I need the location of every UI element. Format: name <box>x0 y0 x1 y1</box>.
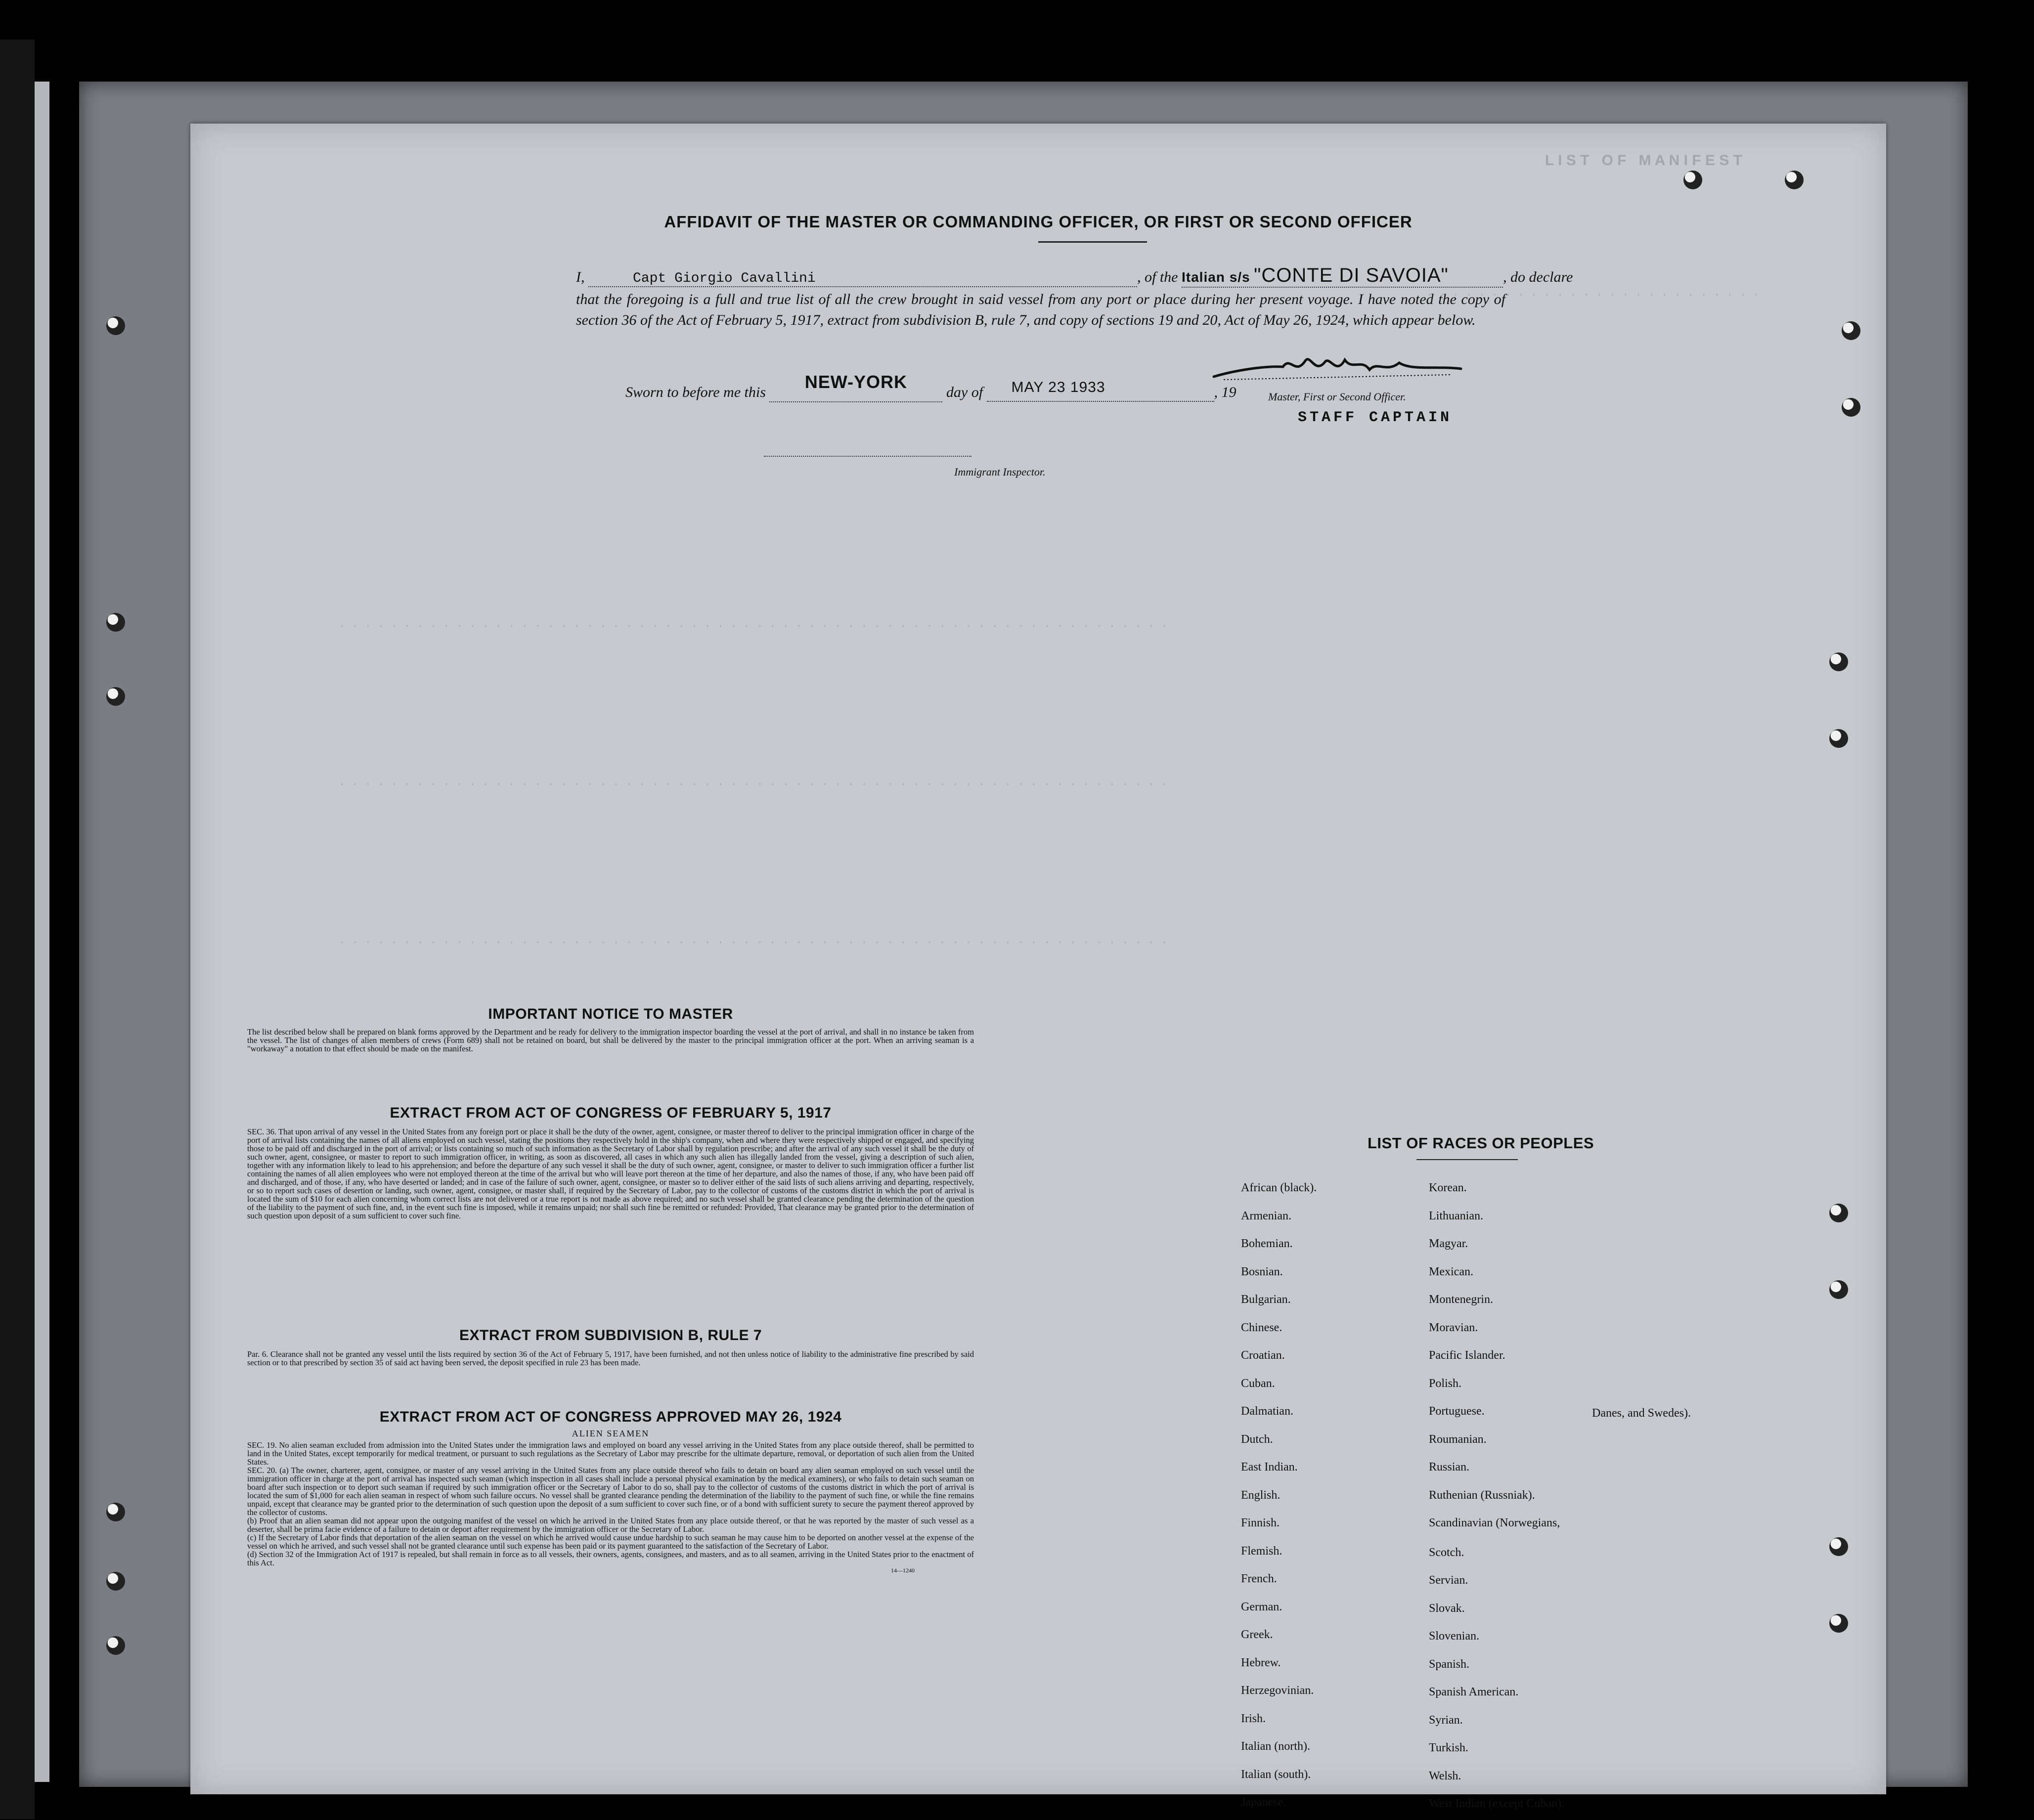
race-item: Herzegovinian. <box>1241 1684 1314 1697</box>
bleed-through-text: . . . . . . . . . . . . . . . . . . . . . . . . . . . . . . . . . . . . . . . . . . . . . . . . . . . . . . . . . . . . . . . . <box>339 618 1168 630</box>
punch-hole <box>1829 652 1848 671</box>
race-item: Italian (south). <box>1241 1768 1311 1781</box>
title-rule <box>1038 241 1147 243</box>
sworn-place: NEW-YORK <box>804 372 907 392</box>
race-item: Montenegrin. <box>1429 1293 1493 1306</box>
punch-hole <box>106 316 125 335</box>
race-item: English. <box>1241 1488 1281 1502</box>
race-item: Hebrew. <box>1241 1656 1281 1669</box>
extract-1917-title: EXTRACT FROM ACT OF CONGRESS OF FEBRUARY 5, 1917 <box>390 1105 832 1121</box>
race-item: Spanish American. <box>1429 1686 1519 1698</box>
punch-hole <box>1785 171 1804 189</box>
race-item: Dutch. <box>1241 1432 1273 1446</box>
bleed-through-text: . . . . . . . . . . . . . . . . . . . . . . . . . . <box>1426 287 1760 299</box>
race-item: Dalmatian. <box>1241 1405 1293 1418</box>
race-item: Korean. <box>1429 1181 1467 1194</box>
affidavit-declaration: that the foregoing is a full and true list of all the crew brought in said vessel from any port or place during her present voyage. I have noted the copy of section 36 of the Act of February 5, 1917, extract from subdivision B, rule 7, and copy of sections 19 and 20, Act of May 26, 1924, which appear below. <box>576 291 1505 328</box>
vessel-name: "CONTE DI SAVOIA" <box>1254 264 1449 286</box>
affidavit-page <box>190 124 1886 1810</box>
do-declare-label: , do declare <box>1503 269 1573 285</box>
extract-rule7-text: Par. 6. Clearance shall not be granted any vessel until the lists required by section 36 of the Act of February 5, 1917, have been furnished, and not then unless notice of liability to the administrative fine prescribed by said section or to that prescribed by section 35 of said act having been served, the deposit specified in rule 23 has been made. <box>247 1349 974 1367</box>
section-19-text: SEC. 19. No alien seaman excluded from admission into the United States under the immigration laws and employed on board any vessel arriving in the United States from any place outside thereof, shall be permitted to land in the United States, except temporarily for medical treatment, or pursuant to such regulations as the Secretary of Labor may prescribe for the ultimate departure, removal, or deportation of such alien from the United States. <box>247 1440 974 1467</box>
race-item: Scandinavian (Norwegians, <box>1429 1517 1560 1529</box>
punch-hole <box>1842 321 1860 340</box>
sworn-line <box>625 372 1237 402</box>
race-item: Ruthenian (Russniak). <box>1429 1488 1535 1502</box>
race-item: Flemish. <box>1241 1544 1282 1558</box>
sworn-date: MAY 23 1933 <box>1011 379 1105 395</box>
extract-1917-text: SEC. 36. That upon arrival of any vessel in the United States from any foreign port or place it shall be the duty of the owner, agent, consignee, or master thereof to deliver to the principal immigration officer in charge of the port of arrival lists containing the names of all aliens employed on such vessel, stating the positions they respectively hold in the ship's company, when and where they were respectively shipped or engaged, and specifying those to be paid off and discharged in the port of arrival; or lists containing so much of such information as the Secretary of Labor shall by regulation prescribe; and after the arrival of any such vessel it shall be the duty of such owner, agent, consignee, or master to report to such immigration officer, in writing, as soon as discovered, all cases in which any such alien has illegally landed from the vessel, giving a description of such alien, together with any information likely to lead to his apprehension; and before the departure of any such vessel it shall be the duty of such owner, agent, consignee, or master to deliver to such immigration officer a further list containing the names of all alien employees who were not employed thereon at the time of the arrival but who will leave port thereon at the time of her departure, and also the names of those, if any, who have been paid off and discharged, and of those, if any, who have deserted or landed; and in case of the failure of such owner, agent, consignee, or master so to deliver either of the said lists of such aliens arriving and departing, respectively, or so to report such cases of desertion or landing, such owner, agent, consignee, or master shall, if required by the Secretary of Labor, pay to the collector of customs of the customs district in which the port of arrival is located the sum of $10 for each alien concerning whom correct lists are not delivered or a true report is not made as above required; and no such vessel shall be granted clearance pending the determination of the question of the liability to the payment of such fine, and, in the event such fine is imposed, while it remains unpaid; nor shall such fine be remitted or refunded: Provided, That clearance may be granted prior to the determination of such question upon deposit of a sum sufficient to cover such fine. <box>247 1127 974 1220</box>
form-number: 14—1240 <box>891 1567 915 1574</box>
notice-to-master <box>247 1006 974 1053</box>
race-item: Chinese. <box>1241 1321 1282 1334</box>
master-signature <box>1204 351 1481 386</box>
race-item: Irish. <box>1241 1712 1266 1725</box>
race-item: Bosnian. <box>1241 1265 1283 1278</box>
year-label: , 19 <box>1214 384 1237 400</box>
notice-title: IMPORTANT NOTICE TO MASTER <box>488 1006 733 1022</box>
punch-hole <box>106 1503 125 1521</box>
alien-seamen-subtitle: ALIEN SEAMEN <box>572 1429 650 1438</box>
races-title-rule <box>1416 1159 1518 1160</box>
master-name: Capt Giorgio Cavallini <box>633 271 816 286</box>
race-item: West Indian (except Cuban). <box>1429 1797 1564 1810</box>
i-label: I, <box>576 269 585 285</box>
race-item: Finnish. <box>1241 1517 1280 1529</box>
section-20c-text: (c) If the Secretary of Labor finds that deportation of the alien seaman on the vessel on which he arrived would cause undue hardship to such seaman he may cause him to be deported on another vessel at the expense of the vessel on which he arrived, and such vessel shall not be granted clearance until such expense has been paid or its payment guaranteed to the satisfaction of the Secretary of Labor. <box>247 1533 974 1551</box>
race-item: Slovak. <box>1429 1602 1465 1615</box>
signature-caption: Master, First or Second Officer. <box>1268 390 1406 403</box>
races-list-title: LIST OF RACES OR PEOPLES <box>1367 1134 1594 1152</box>
extract-1924-title: EXTRACT FROM ACT OF CONGRESS APPROVED MAY 26, 1924 <box>379 1409 842 1425</box>
punch-hole <box>106 687 125 706</box>
inspector-caption: Immigrant Inspector. <box>954 466 1046 478</box>
punch-hole <box>106 613 125 632</box>
race-item: Turkish. <box>1429 1741 1468 1754</box>
binding-strip <box>35 82 49 1782</box>
race-item: Greek. <box>1241 1628 1273 1641</box>
race-item-scandinavian-cont: Danes, and Swedes). <box>1592 1407 1691 1420</box>
punch-hole <box>1829 1204 1848 1222</box>
sworn-date-field <box>987 379 1214 402</box>
punch-hole <box>106 1636 125 1655</box>
race-item: Lithuanian. <box>1429 1209 1483 1222</box>
race-item: Portuguese. <box>1429 1405 1485 1418</box>
race-item: Syrian. <box>1429 1713 1463 1727</box>
race-item: Russian. <box>1429 1461 1470 1473</box>
race-item: Moravian. <box>1429 1321 1478 1334</box>
of-the-label: , of the <box>1137 269 1178 285</box>
punch-hole <box>1683 171 1702 189</box>
master-name-field <box>588 269 1137 287</box>
section-20b-text: (b) Proof that an alien seaman did not appear upon the outgoing manifest of the vessel on which he arrived in the United States from any place outside thereof, or that he was reported by the master of such vessel as a deserter, shall be prima facie evidence of a failure to detain or deport after requirement by the immigration officer or the Secretary of Labor. <box>247 1516 974 1534</box>
vessel-type: Italian s/s <box>1182 269 1250 285</box>
race-item: Cuban. <box>1241 1377 1275 1390</box>
punch-hole <box>1829 1537 1848 1556</box>
race-item: Polish. <box>1429 1377 1462 1390</box>
extract-1917-section <box>247 1105 974 1220</box>
race-item: Servian. <box>1429 1574 1468 1587</box>
punch-hole <box>1829 1614 1848 1633</box>
vessel-field <box>1182 264 1503 288</box>
race-item: Italian (north). <box>1241 1740 1310 1753</box>
punch-hole <box>106 1572 125 1591</box>
race-item: Magyar. <box>1429 1237 1468 1250</box>
notice-text: The list described below shall be prepared on blank forms approved by the Department and be ready for delivery to the immigration inspector boarding the vessel at the port of arrival, and shall in no instance be taken from the vessel. The list of changes of alien members of crews (Form 689) shall not be retained on board, but shall be delivered by the master to the principal immigration officer at the port. When an arriving seaman is a "workaway" a notation to that effect should be made on the manifest. <box>247 1027 974 1053</box>
race-item: Bohemian. <box>1241 1237 1293 1250</box>
extract-1924-section <box>247 1409 974 1574</box>
race-item: French. <box>1241 1572 1277 1585</box>
race-item: Japanese. <box>1241 1796 1286 1809</box>
signer-title: STAFF CAPTAIN <box>1298 409 1453 426</box>
inspector-signature-line <box>764 456 972 457</box>
section-20a-text: SEC. 20. (a) The owner, charterer, agent, consignee, or master of any vessel arriving in the United States from any place outside thereof who fails to detain on board any alien seaman employed on such vessel until the immigration officer in charge at the port of arrival has inspected such seaman (which inspection in all cases shall include a personal physical examination by the medical examiners), or who fails to detain such seaman on board after such inspection or to deport such seaman if required by such immigration officer or the Secretary of Labor to do so, shall pay to the collector of customs of the customs district in which the port of arrival is located the sum of $1,000 for each alien seaman in respect of whom such failure occurs. No vessel shall be granted clearance pending the determination of the liability to the payment of such fine, or while the fine remains unpaid, except that clearance may be granted prior to the determination of such question upon the deposit of a sum sufficient to cover such fine, or of a bond with sufficient surety to secure the payment thereof approved by the collector of customs. <box>247 1466 974 1517</box>
race-item: Armenian. <box>1241 1209 1291 1222</box>
extract-rule7-section <box>247 1327 974 1367</box>
race-item: Slovenian. <box>1429 1630 1479 1643</box>
punch-hole <box>1829 1280 1848 1299</box>
race-item: Pacific Islander. <box>1429 1349 1505 1362</box>
race-item: East Indian. <box>1241 1461 1298 1473</box>
punch-hole <box>1829 729 1848 748</box>
race-item: Welsh. <box>1429 1769 1461 1782</box>
extract-rule7-title: EXTRACT FROM SUBDIVISION B, RULE 7 <box>459 1327 762 1343</box>
race-item: Bulgarian. <box>1241 1293 1291 1306</box>
punch-hole <box>1842 398 1860 417</box>
race-item: Scotch. <box>1429 1546 1464 1559</box>
bleed-through-heading: L I S T O F M A N I F E S T <box>1545 152 1742 169</box>
affidavit-title: AFFIDAVIT OF THE MASTER OR COMMANDING OFFICER, OR FIRST OR SECOND OFFICER <box>664 213 1413 231</box>
bleed-through-text: . . . . . . . . . . . . . . . . . . . . . . . . . . . . . . . . . . . . . . . . . . . . . . . . . . . . . . . . . . . . . . . . <box>339 934 1168 947</box>
binder-spine <box>0 40 35 1819</box>
section-20d-text: (d) Section 32 of the Immigration Act of 1917 is repealed, but shall remain in force as to all vessels, their owners, agents, consignees, and masters, and as to all seamen, arriving in the United States prior to the enactment of this Act. <box>247 1550 974 1567</box>
sworn-place-field <box>769 372 942 402</box>
race-item: German. <box>1241 1600 1282 1613</box>
day-of-label: day of <box>946 384 983 400</box>
race-item: African (black). <box>1241 1181 1317 1194</box>
bleed-through-text: . . . . . . . . . . . . . . . . . . . . . . . . . . . . . . . . . . . . . . . . . . . . . . . . . . . . . . . . . . . . . . . . <box>339 776 1168 788</box>
race-item: Roumanian. <box>1429 1432 1487 1446</box>
race-item: Spanish. <box>1429 1657 1470 1671</box>
affidavit-declarant-line <box>576 264 1573 288</box>
sworn-label: Sworn to before me this <box>625 384 766 400</box>
race-item: Croatian. <box>1241 1349 1285 1362</box>
race-item: Mexican. <box>1429 1265 1473 1278</box>
